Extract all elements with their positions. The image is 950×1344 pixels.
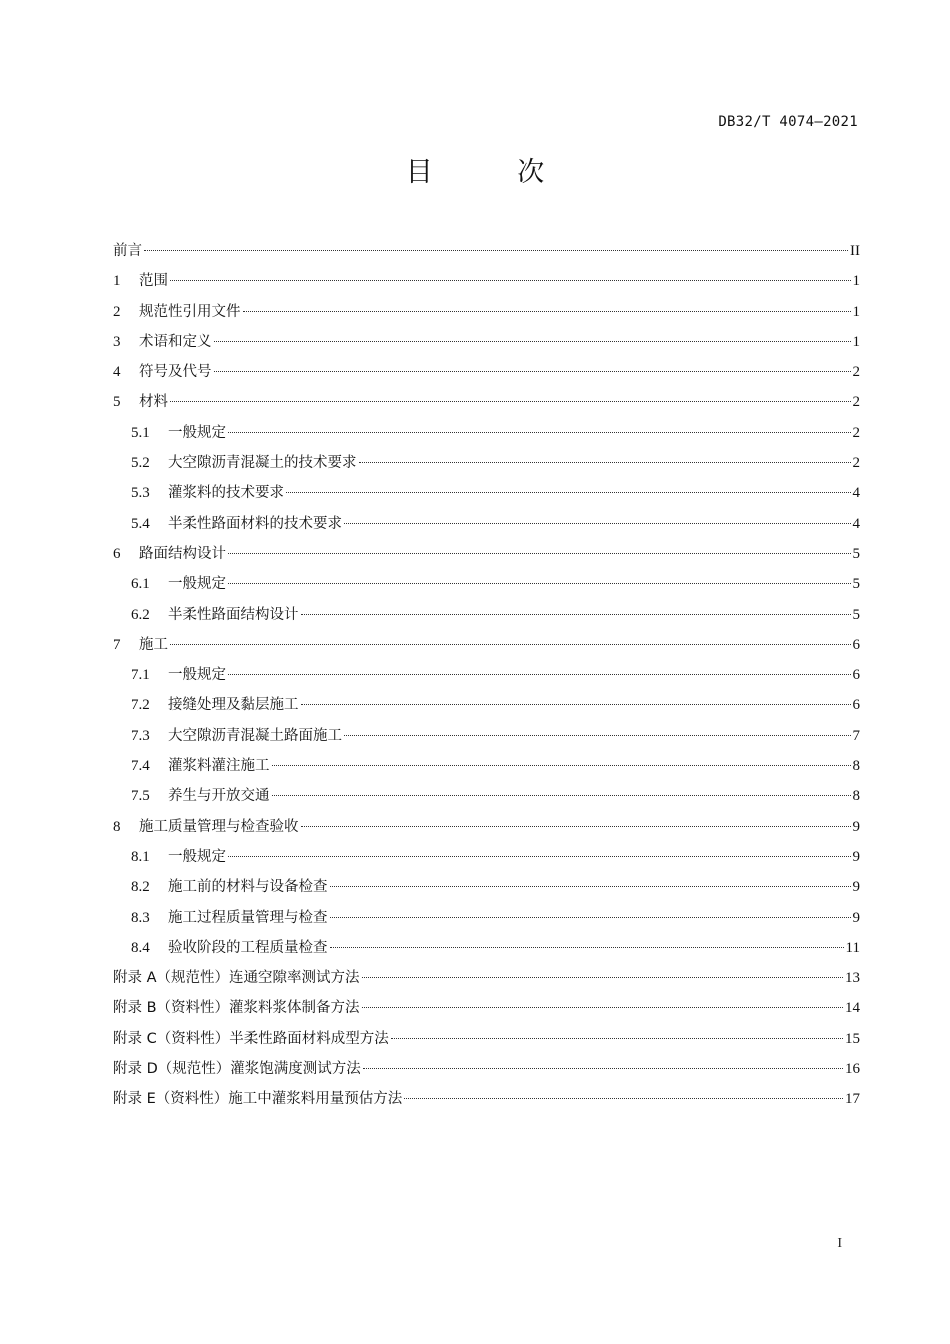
toc-entry-number: 8 <box>113 818 121 835</box>
toc-entry[interactable] <box>113 539 860 569</box>
toc-entry[interactable] <box>113 1054 860 1084</box>
toc-entry[interactable] <box>113 1084 860 1114</box>
toc-entry-page: 9 <box>852 909 860 926</box>
toc-entry-page: 5 <box>852 606 860 623</box>
toc-entry-page: 6 <box>852 667 860 684</box>
toc-entry-page: 8 <box>852 758 860 775</box>
toc-dot-leader <box>362 1007 843 1008</box>
toc-dot-leader <box>330 886 851 887</box>
toc-entry-page: 9 <box>852 818 860 835</box>
toc-dot-leader <box>301 614 851 615</box>
toc-entry-number: 7 <box>113 636 121 653</box>
toc-entry-number: 5.1 <box>131 424 150 441</box>
toc-entry-number: 8.4 <box>131 939 150 956</box>
toc-entry[interactable] <box>113 266 860 296</box>
toc-entry-number: 5.4 <box>131 515 150 532</box>
toc-entry-number: 8.1 <box>131 848 150 865</box>
toc-entry-title: 施工前的材料与设备检查 <box>168 879 328 896</box>
toc-entry-title: 规范性引用文件 <box>139 303 241 320</box>
toc-dot-leader <box>404 1098 843 1099</box>
toc-entry[interactable] <box>113 387 860 417</box>
toc-entry-number: 2 <box>113 303 121 320</box>
toc-dot-leader <box>362 977 843 978</box>
toc-entry-title: 灌浆料灌注施工 <box>168 758 270 775</box>
toc-entry-title: 施工质量管理与检查验收 <box>139 818 299 835</box>
toc-entry[interactable] <box>113 812 860 842</box>
toc-dot-leader <box>228 432 851 433</box>
toc-dot-leader <box>344 735 851 736</box>
toc-entry-title: 术语和定义 <box>139 333 212 350</box>
toc-entry-number: 3 <box>113 333 121 350</box>
toc-dot-leader <box>363 1068 843 1069</box>
toc-entry[interactable] <box>113 690 860 720</box>
toc-entry-title: 一般规定 <box>168 667 226 684</box>
toc-dot-leader <box>330 917 851 918</box>
toc-entry-title: 施工 <box>139 636 168 653</box>
toc-entry-title: 附录 A（规范性）连通空隙率测试方法 <box>113 970 360 987</box>
toc-entry-title: 材料 <box>139 394 168 411</box>
toc-entry[interactable] <box>113 357 860 387</box>
toc-dot-leader <box>228 553 851 554</box>
toc-entry-page: 2 <box>852 394 860 411</box>
toc-dot-leader <box>301 826 851 827</box>
toc-entry-page: II <box>850 243 860 259</box>
toc-entry-number: 7.2 <box>131 697 150 714</box>
toc-entry-number: 6.2 <box>131 606 150 623</box>
toc-entry[interactable] <box>113 509 860 539</box>
toc-dot-leader <box>272 795 851 796</box>
toc-entry-page: 7 <box>852 727 860 744</box>
toc-entry-title: 验收阶段的工程质量检查 <box>168 939 328 956</box>
toc-entry[interactable] <box>113 418 860 448</box>
toc-dot-leader <box>214 371 851 372</box>
toc-entry-page: 5 <box>852 545 860 562</box>
toc-entry[interactable] <box>113 933 860 963</box>
toc-dot-leader <box>214 341 851 342</box>
toc-entry-page: 4 <box>852 485 860 502</box>
toc-entry-title: 养生与开放交通 <box>168 788 270 805</box>
toc-entry[interactable] <box>113 963 860 993</box>
toc-entry-page: 1 <box>852 273 860 290</box>
toc-entry-title: 灌浆料的技术要求 <box>168 485 284 502</box>
toc-entry-number: 4 <box>113 364 121 381</box>
toc-entry-page: 6 <box>852 636 860 653</box>
toc-entry-page: 6 <box>852 697 860 714</box>
toc-dot-leader <box>170 644 851 645</box>
toc-entry-number: 7.1 <box>131 667 150 684</box>
toc-entry[interactable] <box>113 660 860 690</box>
toc-entry[interactable] <box>113 993 860 1023</box>
toc-entry-page: 2 <box>852 424 860 441</box>
toc-entry[interactable] <box>113 569 860 599</box>
toc-entry-number: 1 <box>113 273 121 290</box>
toc-entry[interactable] <box>113 903 860 933</box>
toc-entry[interactable] <box>113 600 860 630</box>
toc-entry-title: 路面结构设计 <box>139 545 226 562</box>
toc-entry-title: 大空隙沥青混凝土的技术要求 <box>168 455 357 472</box>
toc-entry-page: 9 <box>852 848 860 865</box>
toc-dot-leader <box>228 583 851 584</box>
toc-entry-number: 7.4 <box>131 758 150 775</box>
toc-entry-number: 7.5 <box>131 788 150 805</box>
toc-entry[interactable] <box>113 842 860 872</box>
toc-dot-leader <box>228 856 851 857</box>
toc-entry[interactable] <box>113 297 860 327</box>
toc-entry-page: 1 <box>852 303 860 320</box>
toc-entry-title: 施工过程质量管理与检查 <box>168 909 328 926</box>
toc-entry-number: 8.3 <box>131 909 150 926</box>
toc-entry[interactable] <box>113 630 860 660</box>
toc-entry[interactable] <box>113 751 860 781</box>
toc-entry-title: 半柔性路面结构设计 <box>168 606 299 623</box>
toc-entry-title: 一般规定 <box>168 424 226 441</box>
toc-entry-page: 16 <box>845 1061 860 1078</box>
toc-dot-leader <box>391 1038 843 1039</box>
toc-entry-number: 6.1 <box>131 576 150 593</box>
toc-entry-page: 5 <box>852 576 860 593</box>
table-of-contents <box>113 236 860 1115</box>
toc-dot-leader <box>344 523 851 524</box>
toc-entry-number: 8.2 <box>131 879 150 896</box>
toc-dot-leader <box>286 492 851 493</box>
toc-entry-title: 一般规定 <box>168 576 226 593</box>
toc-entry[interactable] <box>113 781 860 811</box>
toc-entry-title: 范围 <box>139 273 168 290</box>
toc-entry-number: 5.3 <box>131 485 150 502</box>
toc-entry-title: 一般规定 <box>168 848 226 865</box>
toc-entry[interactable] <box>113 448 860 478</box>
toc-entry-title: 接缝处理及黏层施工 <box>168 697 299 714</box>
page-title: 目 次 <box>405 157 583 188</box>
toc-dot-leader <box>243 311 851 312</box>
toc-entry-title: 大空隙沥青混凝土路面施工 <box>168 727 342 744</box>
toc-dot-leader <box>272 765 851 766</box>
toc-dot-leader <box>301 704 851 705</box>
toc-entry-page: 4 <box>852 515 860 532</box>
toc-dot-leader <box>144 250 848 251</box>
toc-entry-page: 1 <box>852 333 860 350</box>
toc-entry-title: 符号及代号 <box>139 364 212 381</box>
toc-dot-leader <box>330 947 844 948</box>
toc-entry-number: 5 <box>113 394 121 411</box>
toc-entry-number: 5.2 <box>131 455 150 472</box>
toc-entry-page: 9 <box>852 879 860 896</box>
toc-entry[interactable] <box>113 236 860 266</box>
page-number: I <box>837 1236 842 1251</box>
toc-entry-number: 6 <box>113 545 121 562</box>
toc-entry[interactable] <box>113 1024 860 1054</box>
toc-dot-leader <box>359 462 851 463</box>
toc-entry-title: 附录 C（资料性）半柔性路面材料成型方法 <box>113 1030 389 1047</box>
toc-dot-leader <box>170 401 851 402</box>
document-code: DB32/T 4074—2021 <box>718 114 858 130</box>
toc-entry-page: 11 <box>845 939 860 956</box>
toc-entry[interactable] <box>113 721 860 751</box>
toc-entry[interactable] <box>113 872 860 902</box>
toc-entry-page: 8 <box>852 788 860 805</box>
toc-entry-title: 附录 E（资料性）施工中灌浆料用量预估方法 <box>113 1091 403 1108</box>
toc-entry-number: 7.3 <box>131 727 150 744</box>
toc-entry-title: 前言 <box>113 243 142 259</box>
toc-entry-page: 15 <box>845 1030 860 1047</box>
toc-entry-title: 附录 D（规范性）灌浆饱满度测试方法 <box>113 1061 361 1078</box>
toc-entry-page: 2 <box>852 455 860 472</box>
toc-entry-page: 14 <box>845 1000 860 1017</box>
toc-entry-title: 半柔性路面材料的技术要求 <box>168 515 342 532</box>
toc-dot-leader <box>170 280 851 281</box>
toc-entry[interactable] <box>113 478 860 508</box>
toc-entry-page: 13 <box>845 970 860 987</box>
toc-entry-page: 17 <box>845 1091 860 1108</box>
toc-dot-leader <box>228 674 851 675</box>
toc-entry[interactable] <box>113 327 860 357</box>
toc-entry-title: 附录 B（资料性）灌浆料浆体制备方法 <box>113 1000 360 1017</box>
toc-entry-page: 2 <box>852 364 860 381</box>
